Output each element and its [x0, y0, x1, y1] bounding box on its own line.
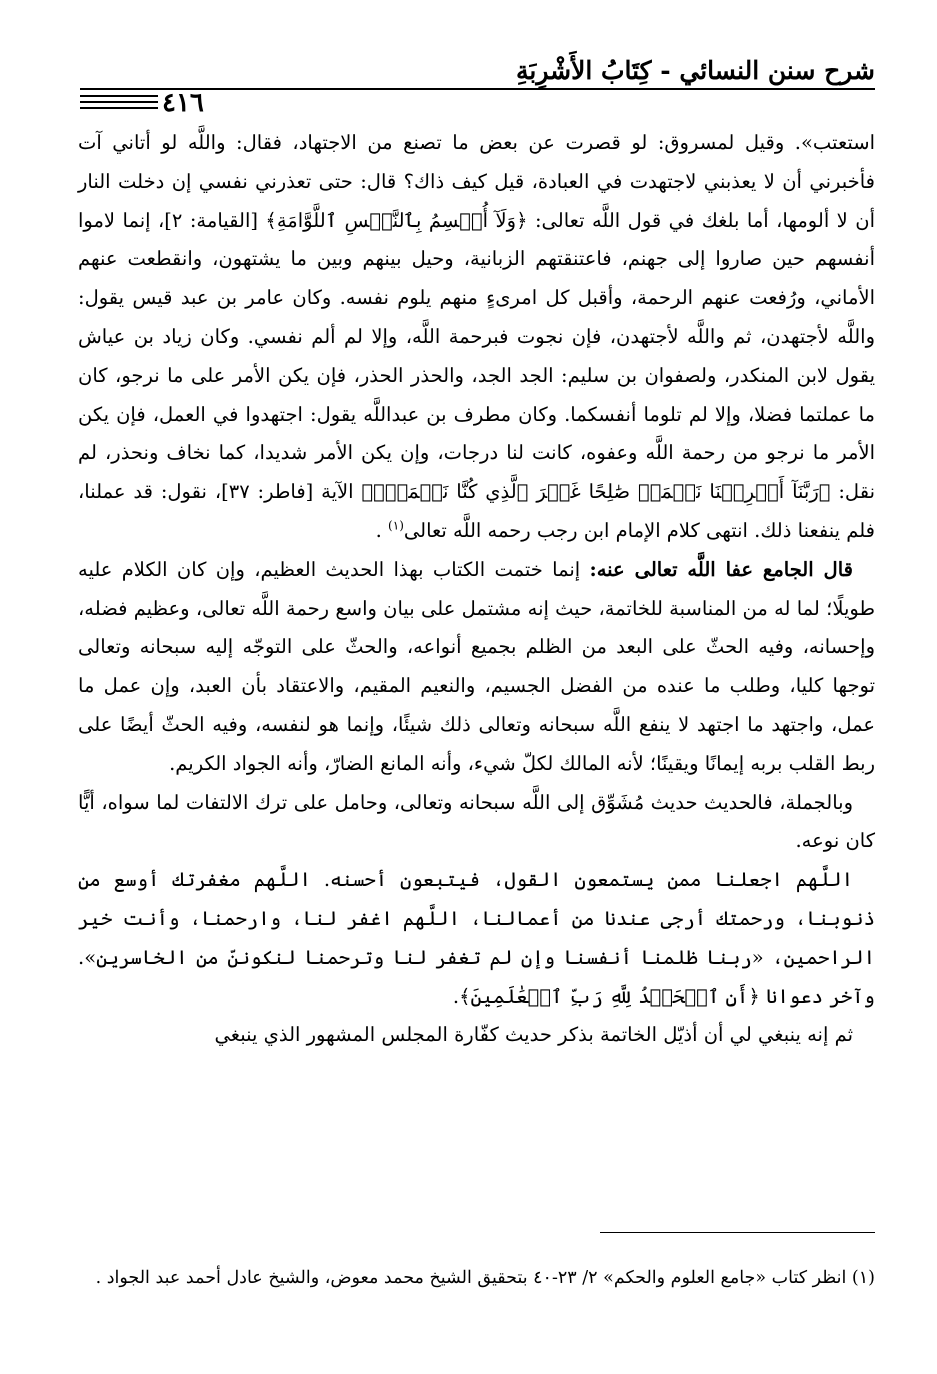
paragraph-1 [78, 124, 875, 551]
paragraph-1-text: استعتب». وقيل لمسروق: لو قصرت عن بعض ما تصنع من الاجتهاد، فقال: واللَّه لو أتاني آت فأخبرني أن لا يعذبني لاجتهدت في العبادة، قيل كيف ذاك؟ قال: حتى تعذرني نفسي إن دخلت النار أن لا ألومها، أما بلغك في قول اللَّه تعالى: ﴿وَلَآ أُقۡسِمُ بِٱلنَّفۡسِ ٱللَّوَّامَةِ﴾ [القيامة: ٢]، إنما لاموا أنفسهم حين صاروا إلى جهنم، فاعتنقتهم الزبانية، وحيل بينهم وبين ما يشتهون، وانقطعت عنهم الأماني، ورُفعت عنهم الرحمة، وأقبل كل امرىءٍ منهم يلوم نفسه. وكان عامر بن عبد قيس يقول: واللَّه لأجتهدن، ثم واللَّه لأجتهدن، فإن نجوت فبرحمة اللَّه، وإلا لم ألم نفسي. وكان زياد بن عياش يقول لابن المنكدر، ولصفوان بن سليم: الجد الجد، والحذر الحذر، فإن يكن الأمر على ما نرجو، كان ما عملتما فضلا، وإلا لم تلوما أنفسكما. وكان مطرف بن عبداللَّه يقول: اجتهدوا في العمل، فإن يكن الأمر ما نرجو من رحمة اللَّه وعفوه، كانت لنا درجات، وإن يكن الأمر شديدا، كما نخاف ونحذر، لم نقل: ﴿رَبَّنَآ أَخۡرِجۡنَا نَعۡمَلۡ صَٰلِحًا غَيۡرَ ٱلَّذِي كُنَّا نَعۡمَلُۚ﴾ الآية [فاطر: ٣٧]، نقول: قد عملنا، فلم ينفعنا ذلك. انتهى كلام الإمام ابن رجب رحمه اللَّه تعالى [78, 131, 875, 542]
page-number-row [80, 88, 380, 118]
paragraph-2-lead: قال الجامع عفا اللَّه تعالى عنه: [589, 557, 853, 581]
page-number: ٤١٦ [162, 88, 204, 118]
footnote: (١) انظر كتاب «جامع العلوم والحكم» ٢/ ٢٣-٤٠ بتحقيق الشيخ محمد معوض، والشيخ عادل أحمد عبد الجواد . [95, 1268, 875, 1288]
paragraph-5: ثم إنه ينبغي لي أن أذيّل الخاتمة بذكر حديث كفّارة المجلس المشهور الذي ينبغي [214, 1023, 853, 1047]
paragraph-2 [78, 551, 875, 784]
footnote-reference: (١) [388, 518, 404, 533]
footnote-rule [600, 1232, 875, 1233]
main-text [78, 124, 875, 1055]
page-number-ornament [80, 95, 158, 113]
header-title: شرح سنن النسائي - كِتَابُ الأَشْرِبَةِ [515, 56, 875, 85]
paragraph-3: وبالجملة، فالحديث حديث مُشَوِّق إلى اللَّه سبحانه وتعالى، وحامل على ترك الالتفات لما سواه، أيًّا كان نوعه. [78, 790, 875, 853]
paragraph-2-text: إنما ختمت الكتاب بهذا الحديث العظيم، وإن كان الكلام عليه طويلًا؛ لما له من المناسبة للخاتمة، حيث إنه مشتمل على بيان واسع رحمة اللَّه تعالى، وعظيم فضله، وإحسانه، وفيه الحثّ على البعد من الظلم بجميع أنواعه، والحثّ على التوجّه إليه سبحانه وتعالى توجها كليا، وطلب ما عنده من الفضل الجسيم، والنعيم المقيم، والاعتقاد بأن العبد، وإن عمل ما عمل، واجتهد ما اجتهد لا ينفع اللَّه سبحانه وتعالى ذلك شيئًا، وإنما هو لنفسه، وفيه الحثّ أيضًا على ربط القلب بربه إيمانًا ويقينًا؛ لأنه المالك لكلّ شيء، وأنه المانع الضارّ، وأنه الجواد الكريم. [78, 557, 875, 775]
paragraph-4: اللَّهم اجعلنا ممن يستمعون القول، فيتبعون أحسنه. اللَّهم مغفرتك أوسع من ذنوبنا، ورحمتك أرجى عندنا من أعمالنا، اللَّهم اغفر لنا، وارحمنا، وأنت خير الراحمين، «ربنا ظلمنا أنفسنا وإن لم تغفر لنا وترحمنا لنكوننّ من الخاسرين». وآخر دعوانا ﴿أَنِ ٱلۡحَمۡدُ لِلَّهِ رَبِّ ٱلۡعَٰلَمِينَ﴾. [78, 868, 875, 1008]
paragraph-1-end: . [375, 518, 389, 542]
running-header [80, 52, 875, 86]
